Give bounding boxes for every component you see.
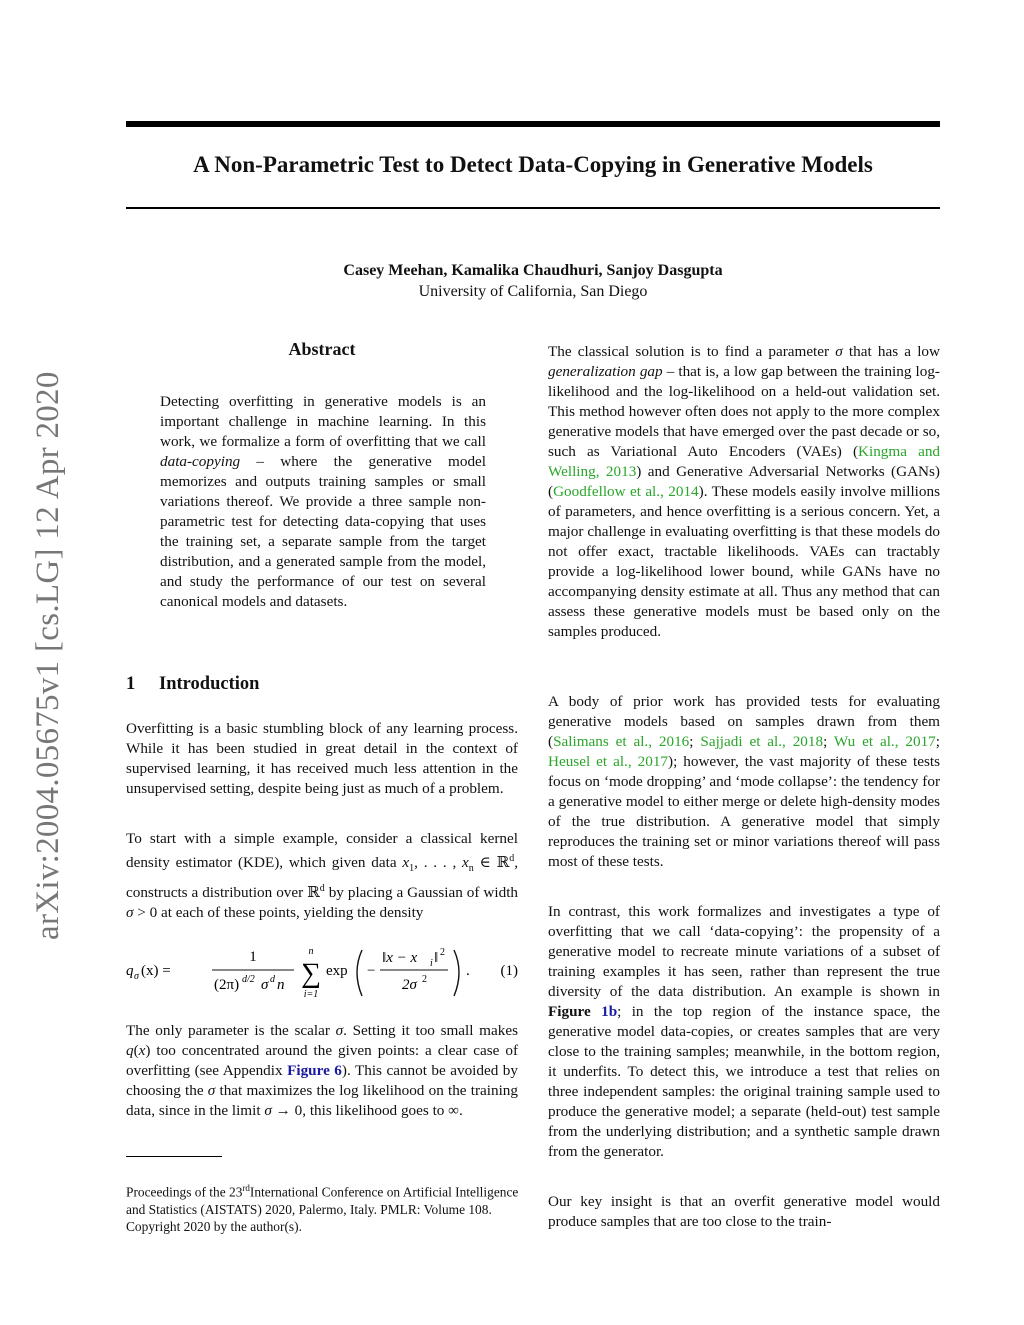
eq-exp: exp bbox=[326, 963, 348, 979]
eq-sum-bottom: i=1 bbox=[303, 989, 319, 1000]
eq-lhs-q: q bbox=[126, 963, 134, 979]
footnote: Proceedings of the 23rdInternational Conference on Artificial Intelligence and Statistics (AISTATS) 2020, Palermo, Italy. PMLR: Volume 108. Copyright 2020 by the author(s). bbox=[126, 1183, 519, 1235]
intro-paragraph-1: Overfitting is a basic stumbling block of any learning process. While it has been studied in great detail in the context of supervised learning, it has received much less attention in the unsupervised setting, despite being just as much of a problem. bbox=[126, 720, 518, 797]
right-paragraph-3: In contrast, this work formalizes and investigates a type of overfitting that we call ‘data-copying’: the propensity of a generative model to recreate minute variations of a subset of training examples it has seen, rather than represent the true diversity of the data distribution. An example is shown in Figure 1b; in the top region of the instance space, the generative model data-copies, or creates samples that are very close to the training samples; meanwhile, in the bottom region, it underfits. To detect this, we introduce a test that relies on three independent samples: the original training sample used to produce the generative model; a separate (held-out) test sample from the underlying distribution; and a synthetic sample drawn from the generator. bbox=[548, 903, 941, 1160]
intro-paragraph-2: To start with a simple example, consider a classical kernel density estimator (KDE), which given data $x_1$, . . . , $x_n$ ∈ ℝ$^d$, constructs a distribution over ℝ$^d$ by placing a Gaussian of width σ > 0 at each of these points, yielding the density bbox=[126, 830, 519, 922]
figure-6-link[interactable]: Figure 6 bbox=[287, 1062, 342, 1079]
section-title: Introduction bbox=[159, 674, 260, 694]
abstract-body: Detecting overfitting in generative models is an important challenge in machine learning. In this work, we formalize a form of overfitting that we call data-copying – where the generative model memorizes and outputs training samples or small variations thereof. We provide a three sample non-parametric test for detecting data-copying that uses the training set, a separate sample from the target distribution, and a generated sample from the model, and study the performance of our test on several canonical models and datasets. bbox=[160, 393, 486, 610]
intro-paragraph-3: The only parameter is the scalar σ. Setting it too small makes q(x) too concentrated around the given points: a clear case of overfitting (see Appendix Figure 6). This cannot be avoided by choosing the σ that maximizes the log likelihood on the training data, since in the limit σ → 0, this likelihood goes to ∞. bbox=[126, 1022, 518, 1119]
section-heading bbox=[126, 674, 259, 695]
arxiv-id: arXiv:2004.05675v1 [cs.LG] 12 Apr 2020 bbox=[30, 371, 66, 940]
title-bottom-rule bbox=[126, 207, 940, 209]
eq-den-d: d bbox=[270, 974, 275, 985]
citation-sajjadi[interactable]: Sajjadi et al., 2018 bbox=[700, 733, 824, 750]
abstract-heading: Abstract bbox=[288, 339, 356, 359]
right-paragraph-2: A body of prior work has provided tests for evaluating generative models based on samples drawn from them (Salimans et al., 2016; Sajjadi et al., 2018; Wu et al., 2017; Heusel et al., 2017); however, the vast majority of these tests focus on ‘mode dropping’ and ‘mode collapse’: the tendency for a generative model to either merge or delete high-density modes of the true distribution. A generative model that simply reproduces the training set or minor variations thereof will pass most of these tests. bbox=[548, 693, 940, 870]
footnote-rule bbox=[126, 1156, 222, 1157]
eq-sum-sign: ∑ bbox=[301, 958, 321, 989]
citation-wu[interactable]: Wu et al., 2017 bbox=[833, 733, 936, 750]
eq-lhs-x: (x) = bbox=[141, 963, 171, 979]
eq-left-paren bbox=[357, 950, 362, 996]
eq-inner-norm-end: ‖ bbox=[434, 950, 439, 966]
eq-inner-den: 2σ bbox=[402, 977, 417, 993]
citation-kingma[interactable]: Kingma and Welling, 2013 bbox=[548, 443, 941, 480]
title-top-rule bbox=[126, 121, 940, 127]
affiliation: University of California, San Diego bbox=[418, 283, 648, 300]
right-paragraph-4: Our key insight is that an overfit generative model would produce samples that are too close to the train- bbox=[548, 1193, 940, 1230]
eq-sum-top: n bbox=[308, 946, 314, 957]
citation-goodfellow[interactable]: Goodfellow et al., 2014 bbox=[553, 483, 699, 500]
eq-num: 1 bbox=[249, 949, 257, 965]
eq-inner-sub: i bbox=[430, 958, 433, 969]
citation-salimans[interactable]: Salimans et al., 2016 bbox=[553, 733, 690, 750]
eq-number: (1) bbox=[500, 963, 518, 979]
equation-1 bbox=[126, 946, 518, 1002]
eq-inner-sq: 2 bbox=[440, 947, 445, 958]
right-paragraph-1: The classical solution is to find a parameter σ that has a low generalization gap – that is, a low gap between the training log-likelihood and the log-likelihood on a held-out validation set. This method however often does not apply to the more complex generative models that have emerged over the past decade or so, such as Variational Auto Encoders (VAEs) (Kingma and Welling, 2013) and Generative Adversarial Networks (GANs) (Goodfellow et al., 2014). These models easily involve millions of parameters, and hence overfitting is a serious concern. Yet, a major challenge in evaluating overfitting is that these models do not offer exact, tractable likelihoods. VAEs can tractably provide a log-likelihood lower bound, while GANs have no accompanying density estimate at all. Thus any method that can assess these generative models must be based only on the samples produced. bbox=[548, 343, 941, 640]
equation-graphic bbox=[126, 946, 518, 1002]
eq-period: . bbox=[466, 963, 470, 979]
figure-1b-link[interactable]: Figure 1b bbox=[548, 1003, 618, 1020]
eq-right-paren bbox=[454, 950, 459, 996]
paper-title: A Non-Parametric Test to Detect Data-Copying in Generative Models bbox=[193, 152, 873, 177]
citation-heusel[interactable]: Heusel et al., 2017 bbox=[548, 753, 669, 770]
eq-den-sigma: σ bbox=[261, 977, 269, 993]
eq-inner-den-sq: 2 bbox=[422, 974, 427, 985]
eq-inner-num: ‖x − x bbox=[382, 950, 418, 966]
eq-den-exp: d/2 bbox=[242, 974, 255, 985]
eq-den-2pi: (2π) bbox=[214, 977, 240, 993]
eq-lhs-sigma: σ bbox=[134, 971, 139, 982]
eq-den-n: n bbox=[277, 977, 285, 993]
eq-minus: − bbox=[367, 963, 376, 979]
authors: Casey Meehan, Kamalika Chaudhuri, Sanjoy Dasgupta bbox=[343, 262, 723, 279]
section-number: 1 bbox=[126, 674, 136, 694]
